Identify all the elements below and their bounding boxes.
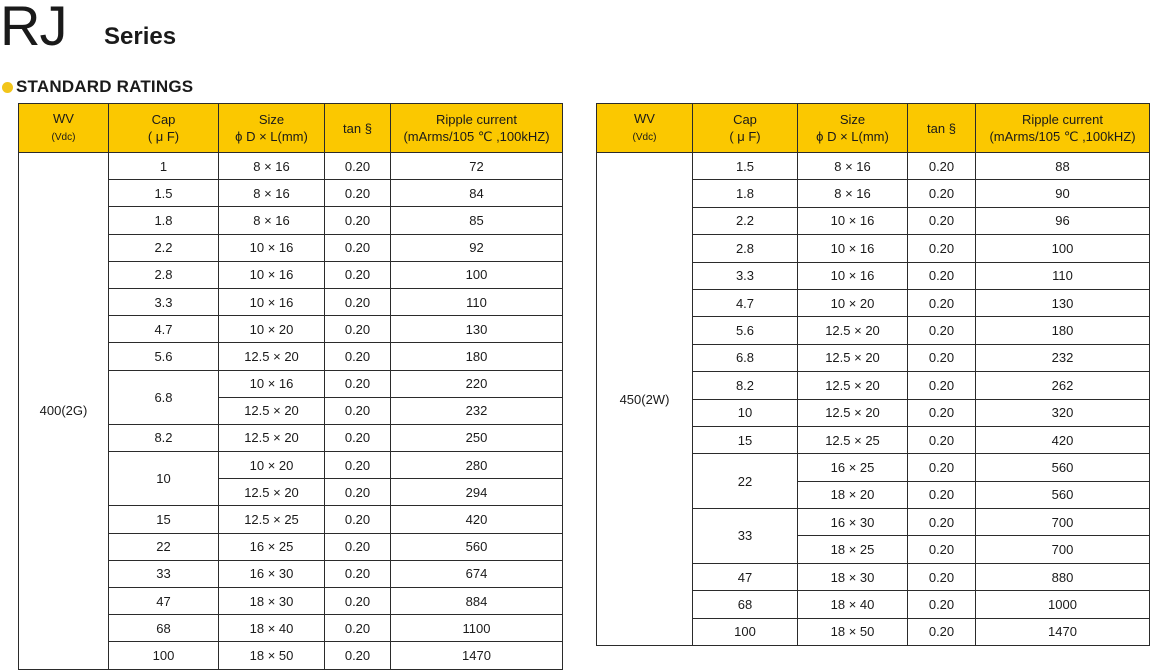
ripple-cell: 100 (976, 235, 1150, 262)
tan-cell: 0.20 (325, 533, 391, 560)
tan-cell: 0.20 (908, 153, 976, 180)
cap-cell: 1.5 (693, 153, 798, 180)
tan-cell: 0.20 (325, 397, 391, 424)
ripple-cell: 1470 (391, 642, 563, 669)
size-cell: 10 × 20 (219, 452, 325, 479)
tan-cell: 0.20 (908, 344, 976, 371)
ripple-cell: 130 (976, 289, 1150, 316)
tan-cell: 0.20 (325, 261, 391, 288)
ripple-cell: 250 (391, 424, 563, 451)
wv-cell: 400(2G) (19, 153, 109, 670)
ripple-cell: 110 (976, 262, 1150, 289)
header-ripple: Ripple current (mArms/105 ℃ ,100kHZ) (391, 104, 563, 153)
header-cap: Cap ( μ F) (109, 104, 219, 153)
cap-cell: 5.6 (109, 343, 219, 370)
ripple-cell: 72 (391, 153, 563, 180)
tan-cell: 0.20 (908, 591, 976, 618)
size-cell: 12.5 × 20 (219, 343, 325, 370)
cap-cell: 10 (109, 452, 219, 506)
cap-cell: 4.7 (109, 316, 219, 343)
ripple-cell: 880 (976, 563, 1150, 590)
size-cell: 12.5 × 25 (219, 506, 325, 533)
series-word: Series (104, 23, 177, 50)
table-row (19, 153, 563, 180)
tan-cell: 0.20 (325, 479, 391, 506)
ripple-cell: 84 (391, 180, 563, 207)
tan-cell: 0.20 (908, 509, 976, 536)
cap-cell: 5.6 (693, 317, 798, 344)
tan-cell: 0.20 (325, 642, 391, 669)
ripple-cell: 85 (391, 207, 563, 234)
size-cell: 10 × 16 (219, 288, 325, 315)
size-cell: 18 × 30 (798, 563, 908, 590)
tan-cell: 0.20 (325, 424, 391, 451)
tan-cell: 0.20 (325, 207, 391, 234)
ripple-cell: 96 (976, 207, 1150, 234)
cap-cell: 100 (693, 618, 798, 645)
size-cell: 16 × 30 (219, 560, 325, 587)
tan-cell: 0.20 (908, 481, 976, 508)
size-cell: 12.5 × 20 (798, 317, 908, 344)
size-cell: 10 × 16 (798, 262, 908, 289)
ripple-cell: 320 (976, 399, 1150, 426)
size-cell: 18 × 40 (798, 591, 908, 618)
cap-cell: 4.7 (693, 289, 798, 316)
cap-cell: 22 (693, 454, 798, 509)
cap-cell: 2.8 (109, 261, 219, 288)
cap-cell: 2.2 (693, 207, 798, 234)
size-cell: 18 × 20 (798, 481, 908, 508)
size-cell: 10 × 16 (219, 261, 325, 288)
cap-cell: 15 (693, 426, 798, 453)
cap-cell: 15 (109, 506, 219, 533)
tan-cell: 0.20 (908, 426, 976, 453)
ripple-cell: 232 (976, 344, 1150, 371)
ripple-cell: 180 (976, 317, 1150, 344)
tan-cell: 0.20 (325, 560, 391, 587)
ripple-cell: 90 (976, 180, 1150, 207)
size-cell: 10 × 16 (798, 235, 908, 262)
ripple-cell: 560 (391, 533, 563, 560)
tan-cell: 0.20 (908, 399, 976, 426)
ripple-cell: 1100 (391, 615, 563, 642)
ripple-cell: 110 (391, 288, 563, 315)
ripple-cell: 294 (391, 479, 563, 506)
size-cell: 10 × 16 (219, 370, 325, 397)
tan-cell: 0.20 (908, 180, 976, 207)
ripple-cell: 1000 (976, 591, 1150, 618)
size-cell: 12.5 × 25 (798, 426, 908, 453)
cap-cell: 47 (693, 563, 798, 590)
size-cell: 8 × 16 (798, 180, 908, 207)
tan-cell: 0.20 (325, 153, 391, 180)
cap-cell: 33 (109, 560, 219, 587)
tan-cell: 0.20 (325, 588, 391, 615)
header-wv: WV (Vdc) (19, 104, 109, 153)
series-code: RJ (0, 0, 67, 57)
tan-cell: 0.20 (325, 234, 391, 261)
yellow-dot-icon (2, 82, 13, 93)
header-size: Size ϕ D × L(mm) (219, 104, 325, 153)
tan-cell: 0.20 (325, 506, 391, 533)
cap-cell: 8.2 (109, 424, 219, 451)
cap-cell: 3.3 (693, 262, 798, 289)
cap-cell: 2.8 (693, 235, 798, 262)
cap-cell: 1.8 (109, 207, 219, 234)
tan-cell: 0.20 (908, 454, 976, 481)
ripple-cell: 1470 (976, 618, 1150, 645)
size-cell: 18 × 40 (219, 615, 325, 642)
header-ripple: Ripple current (mArms/105 ℃ ,100kHZ) (976, 104, 1150, 153)
ripple-cell: 130 (391, 316, 563, 343)
size-cell: 12.5 × 20 (219, 479, 325, 506)
size-cell: 10 × 16 (219, 234, 325, 261)
size-cell: 8 × 16 (219, 180, 325, 207)
ripple-cell: 884 (391, 588, 563, 615)
ripple-cell: 280 (391, 452, 563, 479)
tan-cell: 0.20 (908, 618, 976, 645)
cap-cell: 2.2 (109, 234, 219, 261)
header-size: Size ϕ D × L(mm) (798, 104, 908, 153)
size-cell: 16 × 25 (798, 454, 908, 481)
tan-cell: 0.20 (908, 563, 976, 590)
tan-cell: 0.20 (325, 316, 391, 343)
table-header-row (597, 104, 1150, 153)
size-cell: 12.5 × 20 (798, 399, 908, 426)
cap-cell: 1.5 (109, 180, 219, 207)
cap-cell: 68 (693, 591, 798, 618)
table-header-row (19, 104, 563, 153)
cap-cell: 100 (109, 642, 219, 669)
ratings-table-400v (18, 103, 563, 670)
wv-cell: 450(2W) (597, 153, 693, 646)
ripple-cell: 560 (976, 481, 1150, 508)
ripple-cell: 100 (391, 261, 563, 288)
ripple-cell: 700 (976, 536, 1150, 563)
section-label: STANDARD RATINGS (16, 77, 194, 96)
header-wv: WV (Vdc) (597, 104, 693, 153)
tan-cell: 0.20 (325, 452, 391, 479)
cap-cell: 68 (109, 615, 219, 642)
ripple-cell: 420 (976, 426, 1150, 453)
cap-cell: 33 (693, 509, 798, 564)
ripple-cell: 420 (391, 506, 563, 533)
size-cell: 18 × 25 (798, 536, 908, 563)
tan-cell: 0.20 (325, 615, 391, 642)
cap-cell: 10 (693, 399, 798, 426)
tan-cell: 0.20 (908, 235, 976, 262)
header-tan: tan § (908, 104, 976, 153)
tan-cell: 0.20 (325, 370, 391, 397)
cap-cell: 22 (109, 533, 219, 560)
cap-cell: 8.2 (693, 372, 798, 399)
ripple-cell: 220 (391, 370, 563, 397)
size-cell: 18 × 50 (219, 642, 325, 669)
cap-cell: 6.8 (693, 344, 798, 371)
ripple-cell: 262 (976, 372, 1150, 399)
tan-cell: 0.20 (908, 317, 976, 344)
size-cell: 10 × 16 (798, 207, 908, 234)
size-cell: 12.5 × 20 (219, 424, 325, 451)
tan-cell: 0.20 (908, 536, 976, 563)
ripple-cell: 232 (391, 397, 563, 424)
size-cell: 12.5 × 20 (798, 344, 908, 371)
header-tan: tan § (325, 104, 391, 153)
ratings-table-450v (596, 103, 1150, 646)
table-row (597, 153, 1150, 180)
size-cell: 16 × 30 (798, 509, 908, 536)
cap-cell: 47 (109, 588, 219, 615)
tan-cell: 0.20 (908, 372, 976, 399)
ripple-cell: 92 (391, 234, 563, 261)
size-cell: 8 × 16 (219, 207, 325, 234)
size-cell: 10 × 20 (798, 289, 908, 316)
size-cell: 12.5 × 20 (798, 372, 908, 399)
tan-cell: 0.20 (325, 180, 391, 207)
cap-cell: 3.3 (109, 288, 219, 315)
size-cell: 16 × 25 (219, 533, 325, 560)
ripple-cell: 88 (976, 153, 1150, 180)
tan-cell: 0.20 (908, 262, 976, 289)
cap-cell: 6.8 (109, 370, 219, 424)
size-cell: 10 × 20 (219, 316, 325, 343)
size-cell: 8 × 16 (798, 153, 908, 180)
cap-cell: 1 (109, 153, 219, 180)
ripple-cell: 560 (976, 454, 1150, 481)
cap-cell: 1.8 (693, 180, 798, 207)
size-cell: 18 × 30 (219, 588, 325, 615)
tan-cell: 0.20 (908, 289, 976, 316)
size-cell: 12.5 × 20 (219, 397, 325, 424)
size-cell: 18 × 50 (798, 618, 908, 645)
tan-cell: 0.20 (325, 343, 391, 370)
tan-cell: 0.20 (325, 288, 391, 315)
ripple-cell: 674 (391, 560, 563, 587)
ripple-cell: 700 (976, 509, 1150, 536)
header-cap: Cap ( μ F) (693, 104, 798, 153)
size-cell: 8 × 16 (219, 153, 325, 180)
section-heading (2, 76, 193, 98)
tan-cell: 0.20 (908, 207, 976, 234)
ripple-cell: 180 (391, 343, 563, 370)
